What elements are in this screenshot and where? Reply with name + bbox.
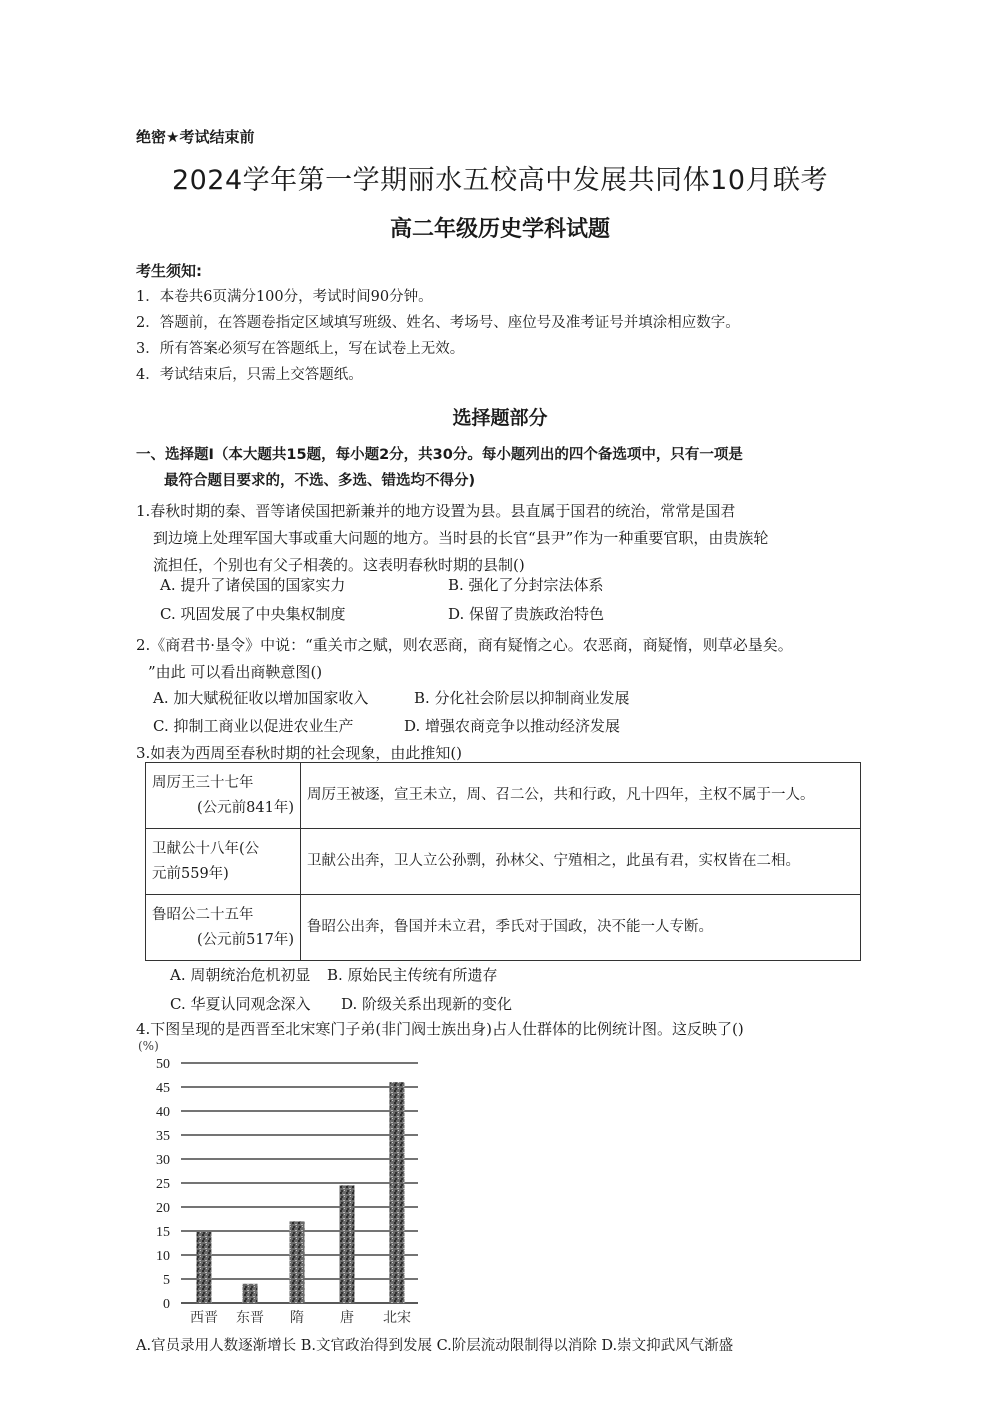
x-tick-label: 西晋 bbox=[190, 1310, 218, 1326]
notice-item: 2．答题前，在答题卷指定区域填写班级、姓名、考场号、座位号及准考证号并填涂相应数字。 bbox=[136, 315, 740, 331]
section-instruction-cont: 最符合题目要求的，不选、多选、错选均不得分) bbox=[164, 473, 476, 489]
question-1-stem: 到边境上处理军国大事或重大问题的地方。当时县的长官“县尹”作为一种重要官职，由贵族轮 bbox=[153, 529, 769, 547]
question-1-stem: 流担任，个别也有父子相袭的。这表明春秋时期的县制() bbox=[153, 556, 525, 574]
bar-东晋 bbox=[243, 1284, 258, 1303]
notice-item: 1．本卷共6页满分100分，考试时间90分钟。 bbox=[136, 289, 433, 305]
exam-subtitle: 高二年级历史学科试题 bbox=[389, 216, 610, 242]
question-1-option-c[interactable]: C. 巩固发展了中央集权制度 bbox=[160, 605, 346, 623]
question-3-option-c[interactable]: C. 华夏认同观念深入 bbox=[170, 995, 311, 1013]
section-instruction: 一、选择题I（本大题共15题，每小题2分，共30分。每小题列出的四个备选项中，只有一项是 bbox=[136, 447, 743, 463]
y-tick-label: 5 bbox=[163, 1273, 170, 1288]
question-3-table bbox=[145, 762, 861, 961]
table-cell-time bbox=[146, 829, 301, 895]
table-cell-time bbox=[146, 895, 301, 961]
notice-heading: 考生须知: bbox=[136, 262, 202, 280]
question-3-option-d[interactable]: D. 阶级关系出现新的变化 bbox=[341, 995, 513, 1013]
question-3-stem: 3.如表为西周至春秋时期的社会现象，由此推知() bbox=[136, 744, 463, 762]
time-line: (公元前841年) bbox=[197, 799, 294, 816]
y-tick-label: 10 bbox=[156, 1249, 170, 1264]
bar-唐 bbox=[340, 1185, 355, 1303]
notice-item: 4．考试结束后，只需上交答题纸。 bbox=[136, 367, 363, 383]
y-tick-label: 25 bbox=[156, 1177, 170, 1192]
time-line: (公元前517年) bbox=[197, 931, 294, 948]
question-2-option-a[interactable]: A. 加大赋税征收以增加国家收入 bbox=[153, 689, 369, 707]
time-line: 元前559年) bbox=[152, 865, 229, 882]
confidential-mark: 绝密★考试结束前 bbox=[136, 128, 255, 146]
exam-title: 2024学年第一学期丽水五校高中发展共同体10月联考 bbox=[171, 165, 829, 196]
x-tick-label: 唐 bbox=[340, 1310, 354, 1326]
section-title: 选择题部分 bbox=[452, 407, 548, 429]
time-line: 卫献公十八年(公 bbox=[152, 840, 260, 857]
table-cell-event: 周厉王被逐，宣王未立，周、召二公，共和行政，凡十四年，主权不属于一人。 bbox=[301, 763, 861, 829]
y-tick-label: 50 bbox=[156, 1057, 170, 1072]
y-tick-label: 40 bbox=[156, 1105, 170, 1120]
bar-隋 bbox=[290, 1221, 305, 1303]
table-row bbox=[146, 829, 861, 895]
question-1-option-a[interactable]: A. 提升了诸侯国的国家实力 bbox=[160, 576, 346, 594]
question-3-option-b[interactable]: B. 原始民主传统有所遗存 bbox=[327, 966, 498, 984]
bar-北宋 bbox=[390, 1082, 405, 1303]
bar-西晋 bbox=[197, 1232, 212, 1303]
x-tick-label: 隋 bbox=[290, 1310, 304, 1326]
question-2-option-b[interactable]: B. 分化社会阶层以抑制商业发展 bbox=[414, 689, 630, 707]
question-4-option-a[interactable]: A.官员录用人数逐渐增长 bbox=[136, 1338, 297, 1354]
question-2-option-c[interactable]: C. 抑制工商业以促进农业生产 bbox=[153, 717, 354, 735]
question-1-option-b[interactable]: B. 强化了分封宗法体系 bbox=[448, 576, 604, 594]
y-tick-label: 15 bbox=[156, 1225, 170, 1240]
question-4-stem: 4.下图呈现的是西晋至北宋寒门子弟(非门阀士族出身)占人仕群体的比例统计图。这反映了() bbox=[136, 1020, 744, 1038]
y-axis-label: (%) bbox=[138, 1039, 159, 1053]
question-4-option-d[interactable]: D.崇文抑武风气渐盛 bbox=[601, 1338, 734, 1354]
question-2-option-d[interactable]: D. 增强农商竞争以推动经济发展 bbox=[404, 717, 621, 735]
y-tick-label: 30 bbox=[156, 1153, 170, 1168]
question-4-option-c[interactable]: C.阶层流动限制得以消除 bbox=[436, 1338, 597, 1354]
notice-item: 3．所有答案必须写在答题纸上，写在试卷上无效。 bbox=[136, 341, 465, 357]
y-tick-label: 0 bbox=[163, 1297, 170, 1312]
y-tick-label: 45 bbox=[156, 1081, 170, 1096]
y-tick-label: 35 bbox=[156, 1129, 170, 1144]
time-line: 鲁昭公二十五年 bbox=[152, 906, 254, 923]
question-3-option-a[interactable]: A. 周朝统治危机初显 bbox=[170, 966, 311, 984]
question-1-stem: 1.春秋时期的秦、晋等诸侯国把新兼并的地方设置为县。县直属于国君的统治，常常是国君 bbox=[136, 502, 736, 520]
table-cell-event: 卫献公出奔，卫人立公孙剽，孙林父、宁殖相之，此虽有君，实权皆在二相。 bbox=[301, 829, 861, 895]
time-line: 周厉王三十七年 bbox=[152, 774, 254, 791]
y-tick-label: 20 bbox=[156, 1201, 170, 1216]
table-row bbox=[146, 895, 861, 961]
x-tick-label: 北宋 bbox=[383, 1310, 411, 1326]
question-4-options bbox=[136, 1334, 733, 1355]
question-4-option-b[interactable]: B.文官政治得到发展 bbox=[300, 1338, 432, 1354]
table-cell-time bbox=[146, 763, 301, 829]
table-cell-event: 鲁昭公出奔，鲁国并未立君，季氏对于国政，决不能一人专断。 bbox=[301, 895, 861, 961]
x-tick-label: 东晋 bbox=[236, 1310, 264, 1326]
question-1-option-d[interactable]: D. 保留了贵族政治特色 bbox=[448, 605, 605, 623]
question-2-stem: 2.《商君书·垦令》中说：“重关市之赋，则农恶商，商有疑惰之心。农恶商，商疑惰，则草必垦矣。 bbox=[136, 636, 793, 654]
bar-chart bbox=[130, 1030, 430, 1330]
question-2-stem: ”由此 可以看出商鞅意图() bbox=[148, 663, 323, 681]
table-row bbox=[146, 763, 861, 829]
